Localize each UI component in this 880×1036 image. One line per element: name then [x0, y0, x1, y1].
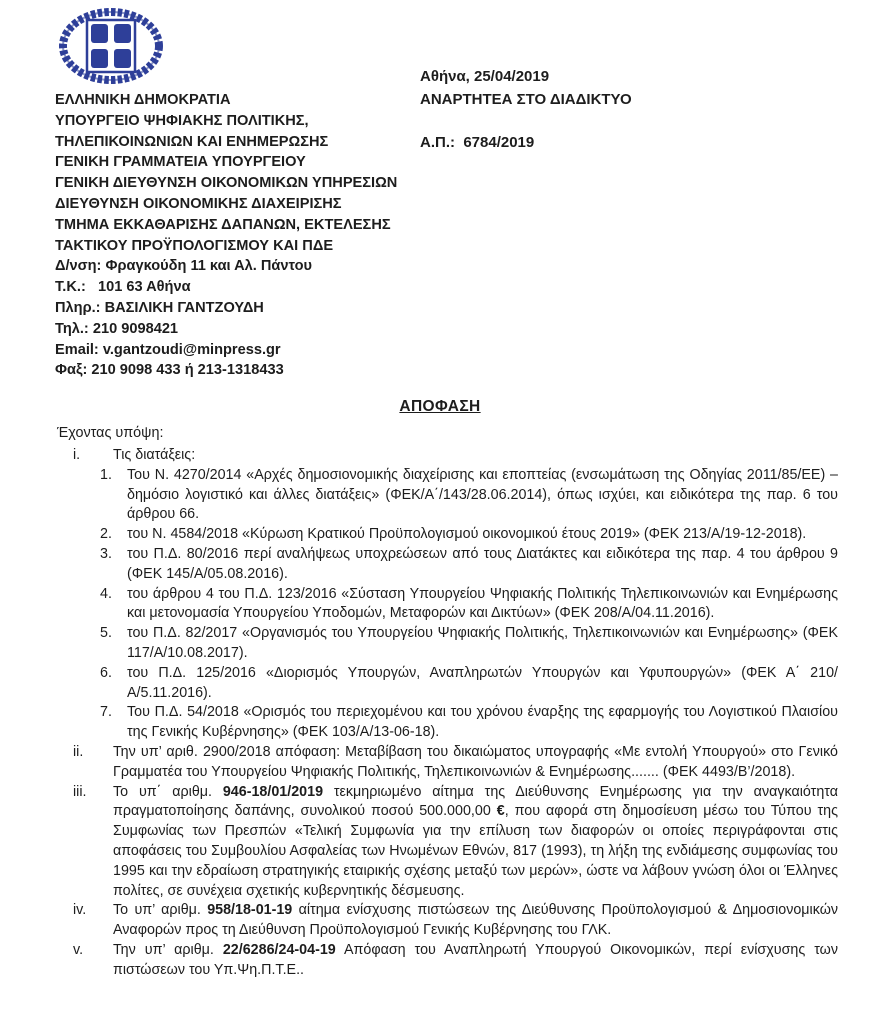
letterhead-line: ΓΕΝΙΚΗ ΔΙΕΥΘΥΝΣΗ ΟΙΚΟΝΟΜΙΚΩΝ ΥΠΗΡΕΣΙΩΝ — [55, 175, 398, 192]
body-text: Την υπ’ αριθ. 2900/2018 απόφαση: Μεταβίβαση του δικαιώματος υπογραφής «Με εντολή Υπουργού» στο Γενικό Γραμματέα του Υπουργείου Ψηφιακής Πολιτικής, Τηλεπικοινωνιών & Ενημέρωσης....... (ΦΕΚ 4493/Β’/2018). — [113, 743, 838, 780]
provision-item — [55, 585, 838, 625]
list-item-marker: 4. — [100, 585, 112, 602]
posting-notice: ΑΝΑΡΤΗΤΕΑ ΣΤΟ ΔΙΑΔΙΚΤΥΟ — [420, 91, 632, 108]
list-item-text — [127, 703, 838, 743]
date-protocol-block — [420, 22, 549, 198]
body-text: , που αφορά στη δημοσίευση μέσω του Τύπου της Συμφωνίας των Πρεσπών «Τελική Συμφωνία για την επίλυση των διαφορών οι οποίες περιγράφονται στις αποφάσεις του Συμβουλίου Ασφαλείας των Ηνωμένων Εθνών, 817 (1993), τη λήξη της ενδιάμεσης συμφωνίας του 1995 και την εδραίωση στρατηγικής εταιρικής σχέσης μεταξύ των μερών», ώστε να λάβουν γνώση όλοι οι Έλληνες πολίτες, σε συνέχεια σχετικής κυβερνητικής δέσμευσης. — [113, 803, 838, 899]
provision-item — [55, 664, 838, 704]
provision-item — [55, 545, 838, 585]
bold-reference-text: 958/18-01-19 — [207, 902, 293, 919]
list-item-text — [127, 624, 838, 664]
consideration-item — [55, 743, 838, 783]
bold-reference-text: € — [496, 803, 505, 820]
body-text: Την υπ’ αριθμ. — [113, 941, 223, 958]
list-item-text — [113, 446, 838, 466]
letterhead-line: Email: v.gantzoudi@minpress.gr — [55, 341, 281, 358]
list-item-marker: 6. — [100, 664, 112, 681]
greek-emblem-icon — [58, 8, 164, 84]
list-item-marker: i. — [73, 447, 81, 463]
list-item-text — [127, 664, 838, 704]
list-item-text — [127, 545, 838, 585]
body-text: Το υπ’ αριθμ. — [113, 902, 208, 919]
date-line: Αθήνα, 25/04/2019 — [420, 68, 550, 85]
body-text: του Π.Δ. 125/2016 «Διορισμός Υπουργών, Αναπληρωτών Υπουργών και Υφυπουργών» (ΦΕΚ Α΄ 210/Α/5.11.2016). — [127, 664, 838, 701]
letterhead-line: ΤΗΛΕΠΙΚΟΙΝΩΝΙΩΝ ΚΑΙ ΕΝΗΜΕΡΩΣΗΣ — [55, 133, 329, 150]
body-text: τεκμηριωμένο αίτημα της Διεύθυνσης Ενημέρωσης για την αναγκαιότητα πραγματοποίησης δαπάνης, συνολικού ποσού 500.000,00 — [113, 783, 838, 820]
body-text: του Π.Δ. 80/2016 περί αναλήψεως υποχρεώσεων από τους Διατάκτες και ειδικότερα της παρ. 4 του άρθρου 9 (ΦΕΚ 145/Α/05.08.2016). — [127, 545, 838, 582]
letterhead-line: ΕΛΛΗΝΙΚΗ ΔΗΜΟΚΡΑΤΙΑ — [55, 92, 231, 108]
list-item-marker: 7. — [100, 704, 112, 721]
list-item-marker: 1. — [100, 466, 112, 483]
provision-item — [55, 624, 838, 664]
list-item-marker: 5. — [100, 625, 112, 642]
letterhead-line: Πληρ.: ΒΑΣΙΛΙΚΗ ΓΑΝΤΖΟΥΔΗ — [55, 299, 264, 316]
list-item-text — [113, 783, 838, 902]
letterhead-line: ΔΙΕΥΘΥΝΣΗ ΟΙΚΟΝΟΜΙΚΗΣ ΔΙΑΧΕΙΡΙΣΗΣ — [55, 195, 342, 212]
letterhead-line: Φαξ: 210 9098 433 ή 213-1318433 — [55, 362, 284, 379]
list-item-marker: ii. — [73, 743, 84, 760]
letterhead-line: Τ.Κ.: 101 63 Αθήνα — [55, 279, 191, 296]
list-item-text — [127, 585, 838, 625]
body-text: Του Ν. 4270/2014 «Αρχές δημοσιονομικής διαχείρισης και εποπτείας (ενσωμάτωση της Οδηγίας 2011/85/ΕΕ) – δημόσιο λογιστικό και άλλες διατάξεις» (ΦΕΚ/Α΄/143/28.06.2014), όπως ισχύει, και ειδικότερα της παρ. 6 του άρθρου 66. — [127, 466, 838, 523]
body-text: Τις διατάξεις: — [113, 447, 196, 463]
letterhead-line: Τηλ.: 210 9098421 — [55, 320, 179, 337]
list-item-marker: v. — [73, 941, 84, 958]
provision-item — [55, 525, 838, 545]
body-text: Το υπ΄ αριθμ. — [113, 783, 223, 800]
body-text: του άρθρου 4 του Π.Δ. 123/2016 «Σύσταση Υπουργείου Ψηφιακής Πολιτικής Τηλεπικοινωνιών και Ενημέρωσης και μετονομασία Υπουργείου Υποδομών, Μεταφορών και Δικτύων» (ΦΕΚ 208/Α/04.11.2016). — [127, 585, 838, 622]
consideration-item — [55, 446, 838, 466]
letterhead-line: ΥΠΟΥΡΓΕΙΟ ΨΗΦΙΑΚΗΣ ΠΟΛΙΤΙΚΗΣ, — [55, 112, 309, 129]
list-item-text — [127, 525, 838, 545]
list-item-marker: 2. — [100, 526, 112, 543]
greek-emblem-logo — [58, 8, 164, 84]
letterhead-line: ΤΜΗΜΑ ΕΚΚΑΘΑΡΙΣΗΣ ΔΑΠΑΝΩΝ, ΕΚΤΕΛΕΣΗΣ — [55, 216, 391, 233]
letterhead — [55, 90, 397, 381]
list-item-text — [113, 901, 838, 941]
protocol-number: Α.Π.: 6784/2019 — [420, 134, 535, 151]
body-text: αίτημα ενίσχυσης πιστώσεων της Διεύθυνσης Προϋπολογισμού & Δημοσιονομικών Αναφορών προς τη Διεύθυνση Προϋπολογισμού Γενικής Κυβέρνησης του ΓΛΚ. — [113, 902, 839, 939]
letterhead-line: ΓΕΝΙΚΗ ΓΡΑΜΜΑΤΕΙΑ ΥΠΟΥΡΓΕΙΟΥ — [55, 154, 306, 171]
consideration-item — [55, 901, 838, 941]
list-item-marker: iii. — [73, 783, 87, 800]
decision-title: ΑΠΟΦΑΣΗ — [399, 398, 481, 415]
considerations-list — [55, 446, 838, 981]
provision-item — [55, 703, 838, 743]
body-text: του Π.Δ. 82/2017 «Οργανισμός του Υπουργείου Ψηφιακής Πολιτικής, Τηλεπικοινωνιών και Ενημέρωσης» (ΦΕΚ 117/Α/10.08.2017). — [127, 625, 838, 661]
list-item-marker: iv. — [73, 902, 87, 919]
list-item-text — [127, 466, 838, 525]
list-item-text — [113, 743, 838, 783]
letterhead-line: ΤΑΚΤΙΚΟΥ ΠΡΟΫΠΟΛΟΓΙΣΜΟΥ ΚΑΙ ΠΔΕ — [55, 237, 334, 254]
body-text: του Ν. 4584/2018 «Κύρωση Κρατικού Προϋπολογισμού οικονομικού έτους 2019» (ΦΕΚ 213/Α/19-12-2018). — [127, 526, 807, 543]
consideration-item — [55, 941, 838, 981]
letterhead-line: Δ/νση: Φραγκούδη 11 και Αλ. Πάντου — [55, 258, 313, 275]
list-item-text — [113, 941, 838, 981]
provision-item — [55, 466, 838, 525]
consideration-item — [55, 783, 838, 902]
body-text: Απόφαση του Αναπληρωτή Υπουργού Οικονομικών, περί ενίσχυσης των πιστώσεων του Υπ.Ψη.Π.Τ.Ε.. — [113, 941, 838, 978]
list-item-marker: 3. — [100, 545, 112, 562]
preamble: Έχοντας υπόψη: — [57, 425, 164, 441]
bold-reference-text: 946-18/01/2019 — [222, 783, 324, 800]
body-text: Του Π.Δ. 54/2018 «Ορισμός του περιεχομένου και του χρόνου έναρξης της εφαρμογής του Λογιστικού Πλαισίου της Γενικής Κυβέρνησης» (ΦΕΚ 103/Α/13-06-18). — [127, 704, 838, 741]
bold-reference-text: 22/6286/24-04-19 — [222, 941, 336, 958]
